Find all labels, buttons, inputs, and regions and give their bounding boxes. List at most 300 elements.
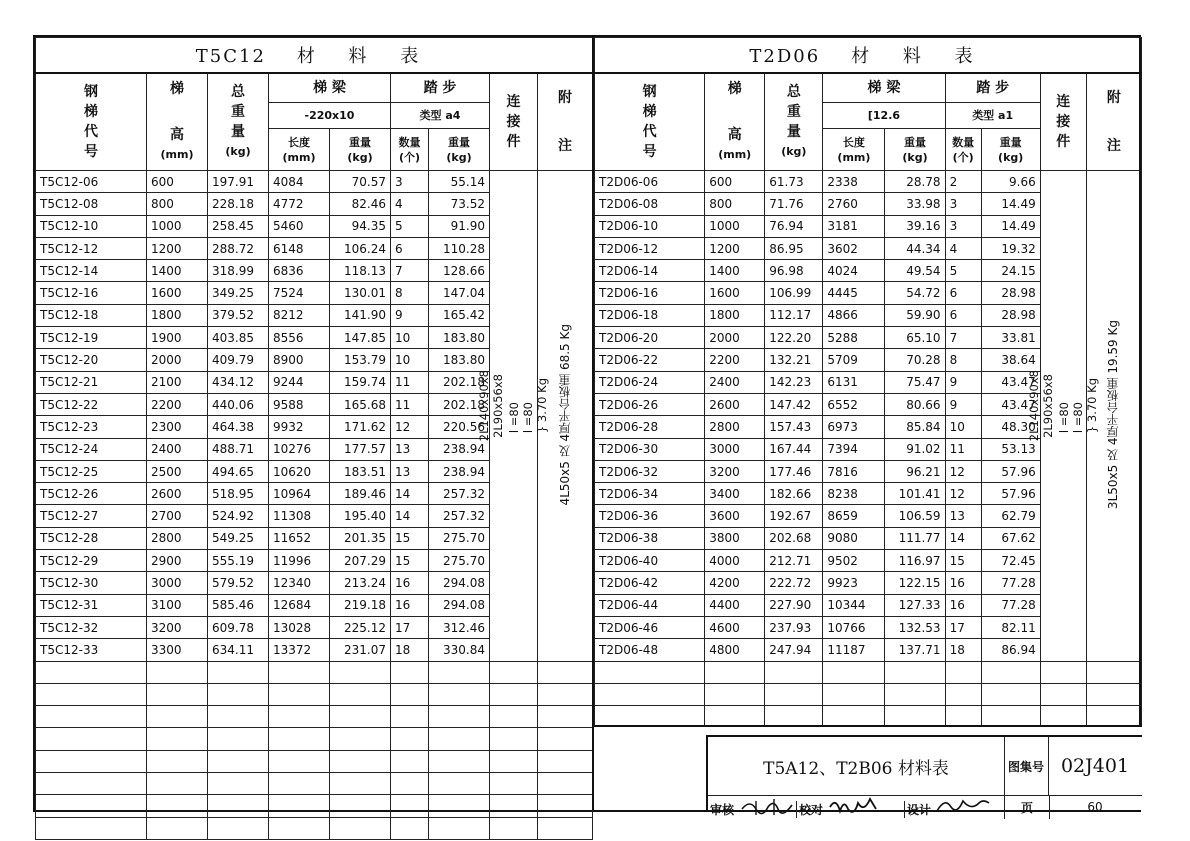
conn-length-2: l =80	[521, 402, 535, 434]
table-cell	[885, 661, 945, 683]
table-cell: 197.91	[208, 171, 269, 193]
table-cell: 228.18	[208, 193, 269, 215]
table-cell: 3181	[823, 215, 885, 237]
table-cell	[269, 661, 330, 683]
table-cell	[705, 683, 765, 705]
table-cell: T5C12-12	[36, 237, 147, 259]
table-cell: 1200	[147, 237, 208, 259]
table-cell	[147, 706, 208, 728]
right-table	[594, 37, 1142, 728]
table-cell	[490, 661, 538, 683]
table-cell: 318.99	[208, 260, 269, 282]
table-cell	[269, 683, 330, 705]
table-cell	[429, 750, 490, 772]
table-cell	[36, 683, 147, 705]
r-hdr-sw	[981, 129, 1040, 171]
table-row	[36, 661, 593, 683]
table-cell: 4	[945, 237, 981, 259]
table-cell: 15	[391, 550, 429, 572]
table-cell: 112.17	[765, 304, 823, 326]
table-cell: 238.94	[429, 460, 490, 482]
table-cell: 3300	[147, 639, 208, 661]
table-cell: 7394	[823, 438, 885, 460]
table-cell: 258.45	[208, 215, 269, 237]
table-cell: 39.16	[885, 215, 945, 237]
table-cell: 2200	[147, 393, 208, 415]
table-cell: 6973	[823, 416, 885, 438]
table-cell: 349.25	[208, 282, 269, 304]
hdr-code-2: 梯	[84, 104, 98, 120]
table-cell: 76.94	[765, 215, 823, 237]
table-cell: 4772	[269, 193, 330, 215]
left-title-text: 材 料 表	[296, 46, 433, 67]
table-cell	[595, 683, 705, 705]
table-cell: 6131	[823, 371, 885, 393]
table-cell: 494.65	[208, 460, 269, 482]
table-cell: 106.24	[330, 237, 391, 259]
table-cell: 4084	[269, 171, 330, 193]
table-cell: 2338	[823, 171, 885, 193]
r-hdr-weight-1: 总	[786, 84, 801, 100]
hdr-sw	[429, 129, 490, 171]
hdr-cnt	[391, 129, 429, 171]
table-cell: 220.56	[429, 416, 490, 438]
table-cell: 379.52	[208, 304, 269, 326]
table-cell: 153.79	[330, 349, 391, 371]
table-cell: T5C12-18	[36, 304, 147, 326]
table-cell: 3200	[705, 460, 765, 482]
table-cell: 157.43	[765, 416, 823, 438]
table-row	[595, 661, 1142, 683]
table-cell: 44.34	[885, 237, 945, 259]
r-hdr-conn-text: 连接件	[1056, 94, 1071, 150]
table-cell	[36, 706, 147, 728]
table-row	[36, 706, 593, 728]
table-cell: 53.13	[981, 438, 1040, 460]
r-hdr-step-spec: 类型 a1	[945, 102, 1040, 129]
check-label: 校对	[796, 801, 823, 818]
hdr-beam-spec: -220x10	[269, 102, 391, 129]
table-cell: 2700	[147, 505, 208, 527]
table-cell: 257.32	[429, 505, 490, 527]
table-cell: 585.46	[208, 594, 269, 616]
hdr-height	[147, 73, 208, 171]
table-cell	[765, 683, 823, 705]
table-cell: 2400	[147, 438, 208, 460]
r-hdr-weight	[765, 73, 823, 171]
table-cell	[429, 795, 490, 817]
table-cell	[538, 750, 593, 772]
table-cell: 10964	[269, 483, 330, 505]
table-cell: T2D06-20	[595, 327, 705, 349]
hdr-height-2: 高	[170, 127, 184, 143]
atlas-label: 图集号	[1004, 737, 1049, 796]
hdr-step: 踏 步	[391, 73, 490, 102]
r-hdr-sw-t: 重量	[999, 135, 1022, 149]
hdr-step-spec: 类型 a4	[391, 102, 490, 129]
review-signature	[738, 795, 798, 817]
table-cell	[330, 728, 391, 750]
table-cell	[538, 773, 593, 795]
table-cell: 5460	[269, 215, 330, 237]
table-cell: 159.74	[330, 371, 391, 393]
table-cell: 96.98	[765, 260, 823, 282]
table-cell: 28.98	[981, 304, 1040, 326]
table-cell	[391, 817, 429, 839]
table-cell: 202.18	[429, 371, 490, 393]
table-cell: 9080	[823, 527, 885, 549]
table-cell: T2D06-12	[595, 237, 705, 259]
table-cell: 1600	[705, 282, 765, 304]
table-cell: 130.01	[330, 282, 391, 304]
table-cell: 3000	[147, 572, 208, 594]
table-cell: 409.79	[208, 349, 269, 371]
review-label: 审核	[710, 803, 735, 817]
table-cell: 11652	[269, 527, 330, 549]
left-material-table	[35, 37, 592, 810]
table-cell: 488.71	[208, 438, 269, 460]
table-cell: 2600	[147, 483, 208, 505]
table-cell: 227.90	[765, 594, 823, 616]
hdr-note	[538, 73, 593, 171]
table-cell: T5C12-30	[36, 572, 147, 594]
table-cell: 57.96	[981, 460, 1040, 482]
table-cell: 28.78	[885, 171, 945, 193]
table-cell: 1400	[147, 260, 208, 282]
table-cell	[391, 795, 429, 817]
table-cell: 3000	[705, 438, 765, 460]
table-cell: 440.06	[208, 393, 269, 415]
design-label: 设计	[904, 801, 931, 818]
table-cell: 1400	[705, 260, 765, 282]
table-cell: 91.02	[885, 438, 945, 460]
table-cell: 77.28	[981, 572, 1040, 594]
conn-weight: } 3.70 Kg	[1084, 378, 1099, 434]
table-cell	[705, 661, 765, 683]
r-hdr-height	[705, 73, 765, 171]
table-cell	[208, 706, 269, 728]
table-cell: 73.52	[429, 193, 490, 215]
table-cell	[1086, 683, 1141, 705]
table-row	[595, 683, 1142, 705]
table-cell: 101.41	[885, 483, 945, 505]
table-cell	[269, 773, 330, 795]
title-block-title: T5A12、T2B06 材料表	[708, 737, 1005, 796]
hdr-len-t: 长度	[288, 135, 310, 149]
table-cell	[823, 683, 885, 705]
table-cell: 128.66	[429, 260, 490, 282]
table-cell: T5C12-26	[36, 483, 147, 505]
left-table-body	[36, 171, 593, 840]
r-hdr-step: 踏 步	[945, 73, 1040, 102]
table-cell	[490, 817, 538, 839]
hdr-cnt-u: (个)	[398, 150, 421, 164]
r-hdr-sw-u: (kg)	[998, 150, 1024, 164]
table-cell: 275.70	[429, 550, 490, 572]
table-cell	[391, 728, 429, 750]
table-cell: T2D06-08	[595, 193, 705, 215]
table-cell	[538, 728, 593, 750]
table-cell: T5C12-27	[36, 505, 147, 527]
table-cell: T5C12-24	[36, 438, 147, 460]
left-table	[35, 37, 593, 840]
hdr-cnt-t: 数量	[398, 135, 421, 149]
table-row	[36, 817, 593, 839]
table-cell: 4800	[705, 639, 765, 661]
r-hdr-code-3: 代	[642, 124, 657, 140]
table-cell: 8	[945, 349, 981, 371]
table-cell	[330, 750, 391, 772]
table-cell: 3602	[823, 237, 885, 259]
table-cell: 5	[945, 260, 981, 282]
table-cell: T5C12-20	[36, 349, 147, 371]
table-cell: 10	[391, 327, 429, 349]
table-cell: T5C12-33	[36, 639, 147, 661]
drawing-sheet	[33, 35, 1141, 817]
hdr-code-1: 钢	[84, 84, 98, 100]
table-row	[595, 171, 1142, 193]
table-cell	[330, 817, 391, 839]
table-row	[36, 171, 593, 193]
table-cell: 231.07	[330, 639, 391, 661]
table-cell: 48.30	[981, 416, 1040, 438]
table-cell: 247.94	[765, 639, 823, 661]
table-cell: 225.12	[330, 616, 391, 638]
table-cell: 8900	[269, 349, 330, 371]
table-cell: 14.49	[981, 215, 1040, 237]
table-cell	[945, 661, 981, 683]
title-block-frame	[706, 735, 1142, 817]
table-cell	[1040, 683, 1086, 705]
table-cell: 4	[391, 193, 429, 215]
table-cell: 312.46	[429, 616, 490, 638]
table-cell: 6	[391, 237, 429, 259]
table-row	[36, 728, 593, 750]
atlas-number: 02J401	[1048, 737, 1142, 796]
table-cell	[269, 706, 330, 728]
table-cell: 555.19	[208, 550, 269, 572]
table-cell: 3600	[705, 505, 765, 527]
table-cell: 16	[945, 572, 981, 594]
table-cell: 14	[945, 527, 981, 549]
table-cell: T5C12-06	[36, 171, 147, 193]
table-cell: T2D06-26	[595, 393, 705, 415]
right-title	[595, 38, 1142, 74]
table-cell	[36, 795, 147, 817]
table-cell	[490, 728, 538, 750]
table-cell	[36, 773, 147, 795]
page-label: 页	[1004, 795, 1050, 819]
table-cell: 106.59	[885, 505, 945, 527]
table-cell	[391, 661, 429, 683]
hdr-conn-text: 连接件	[506, 94, 521, 150]
table-cell: T5C12-19	[36, 327, 147, 349]
table-cell: 71.76	[765, 193, 823, 215]
table-cell: 13	[391, 460, 429, 482]
table-cell: 434.12	[208, 371, 269, 393]
table-cell: 38.64	[981, 349, 1040, 371]
table-cell: 167.44	[765, 438, 823, 460]
table-cell: 141.90	[330, 304, 391, 326]
table-cell: 6552	[823, 393, 885, 415]
table-cell: 12684	[269, 594, 330, 616]
table-cell	[208, 683, 269, 705]
r-hdr-bw	[885, 129, 945, 171]
table-cell: 96.21	[885, 460, 945, 482]
left-title	[36, 38, 593, 74]
table-cell: 15	[945, 550, 981, 572]
table-cell: 1800	[705, 304, 765, 326]
table-cell: 9932	[269, 416, 330, 438]
table-cell: 202.68	[765, 527, 823, 549]
r-hdr-weight-3: 量	[786, 124, 801, 140]
table-cell: 9.66	[981, 171, 1040, 193]
table-cell: 9588	[269, 393, 330, 415]
table-cell: 4400	[705, 594, 765, 616]
table-cell	[429, 661, 490, 683]
table-cell: 212.71	[765, 550, 823, 572]
table-cell: 3200	[147, 616, 208, 638]
table-cell: 2500	[147, 460, 208, 482]
table-cell: 2900	[147, 550, 208, 572]
table-cell: 183.80	[429, 327, 490, 349]
right-table-body	[595, 171, 1142, 728]
table-cell: T2D06-22	[595, 349, 705, 371]
r-hdr-conn	[1040, 73, 1086, 171]
table-cell: 9	[945, 371, 981, 393]
table-cell: T2D06-32	[595, 460, 705, 482]
table-cell	[981, 683, 1040, 705]
table-cell: 2760	[823, 193, 885, 215]
table-cell	[269, 795, 330, 817]
r-hdr-note	[1086, 73, 1141, 171]
table-cell: 177.46	[765, 460, 823, 482]
table-cell: 72.45	[981, 550, 1040, 572]
table-cell: 11996	[269, 550, 330, 572]
table-cell: 142.23	[765, 371, 823, 393]
signature-row	[708, 795, 1142, 817]
table-cell: 13	[391, 438, 429, 460]
table-cell: 118.13	[330, 260, 391, 282]
table-cell: 600	[147, 171, 208, 193]
r-hdr-code-4: 号	[642, 144, 657, 160]
table-cell	[1040, 661, 1086, 683]
table-cell	[147, 661, 208, 683]
table-cell: 600	[705, 171, 765, 193]
table-cell	[330, 661, 391, 683]
table-cell: 11308	[269, 505, 330, 527]
table-cell	[208, 750, 269, 772]
r-hdr-code-2: 梯	[642, 104, 657, 120]
hdr-conn	[490, 73, 538, 171]
table-cell: 207.29	[330, 550, 391, 572]
table-cell: 110.28	[429, 237, 490, 259]
table-cell: 16	[391, 572, 429, 594]
table-cell	[36, 750, 147, 772]
table-cell: 9502	[823, 550, 885, 572]
table-cell: 2000	[705, 327, 765, 349]
table-cell: 12340	[269, 572, 330, 594]
table-cell: 213.24	[330, 572, 391, 594]
hdr-code	[36, 73, 147, 171]
table-cell: 137.71	[885, 639, 945, 661]
r-hdr-beam-spec: [12.6	[823, 102, 945, 129]
table-cell: T5C12-08	[36, 193, 147, 215]
conn-length-1: l =80	[1056, 402, 1071, 434]
hdr-weight-3: 量	[231, 124, 245, 140]
table-cell: 10	[945, 416, 981, 438]
table-cell: 17	[945, 616, 981, 638]
table-cell: 195.40	[330, 505, 391, 527]
table-cell: 171.62	[330, 416, 391, 438]
table-cell	[36, 817, 147, 839]
table-cell: 183.51	[330, 460, 391, 482]
table-cell: 17	[391, 616, 429, 638]
table-cell: 2600	[705, 393, 765, 415]
table-cell	[269, 750, 330, 772]
right-title-text: 材 料 表	[851, 46, 987, 67]
table-cell: 8	[391, 282, 429, 304]
table-cell: 182.66	[765, 483, 823, 505]
table-cell: 106.99	[765, 282, 823, 304]
table-cell: 147.85	[330, 327, 391, 349]
table-cell: 2	[945, 171, 981, 193]
table-cell: 67.62	[981, 527, 1040, 549]
table-cell: T2D06-10	[595, 215, 705, 237]
r-hdr-len-u: (mm)	[837, 150, 871, 164]
right-title-code: T2D06	[749, 46, 821, 67]
table-cell: T2D06-34	[595, 483, 705, 505]
table-cell	[330, 773, 391, 795]
table-cell	[391, 750, 429, 772]
table-cell: T2D06-36	[595, 505, 705, 527]
table-cell: 132.53	[885, 616, 945, 638]
r-hdr-cnt	[945, 129, 981, 171]
table-cell: 5	[391, 215, 429, 237]
table-cell: 28.98	[981, 282, 1040, 304]
table-cell: 183.80	[429, 349, 490, 371]
table-cell	[208, 773, 269, 795]
table-cell	[429, 728, 490, 750]
table-cell: 57.96	[981, 483, 1040, 505]
table-cell: 12	[945, 483, 981, 505]
r-hdr-cnt-u: (个)	[952, 150, 974, 164]
table-cell	[765, 661, 823, 683]
table-cell: 10276	[269, 438, 330, 460]
table-cell: 82.11	[981, 616, 1040, 638]
table-cell: 14.49	[981, 193, 1040, 215]
table-cell	[823, 661, 885, 683]
table-cell: 9244	[269, 371, 330, 393]
table-cell: 288.72	[208, 237, 269, 259]
table-cell: T2D06-46	[595, 616, 705, 638]
hdr-height-unit: (mm)	[160, 148, 194, 161]
table-cell: 6	[945, 304, 981, 326]
connector-cell	[477, 171, 549, 662]
table-cell: 122.20	[765, 327, 823, 349]
table-cell	[269, 817, 330, 839]
table-cell: 147.42	[765, 393, 823, 415]
table-cell	[885, 683, 945, 705]
table-cell	[330, 706, 391, 728]
table-cell	[490, 750, 538, 772]
table-cell	[538, 706, 593, 728]
page-number: 60	[1087, 800, 1103, 814]
table-cell: T5C12-28	[36, 527, 147, 549]
table-cell	[1086, 661, 1141, 683]
table-cell	[36, 728, 147, 750]
conn-angle-2: 2L90x56x8	[491, 373, 505, 438]
